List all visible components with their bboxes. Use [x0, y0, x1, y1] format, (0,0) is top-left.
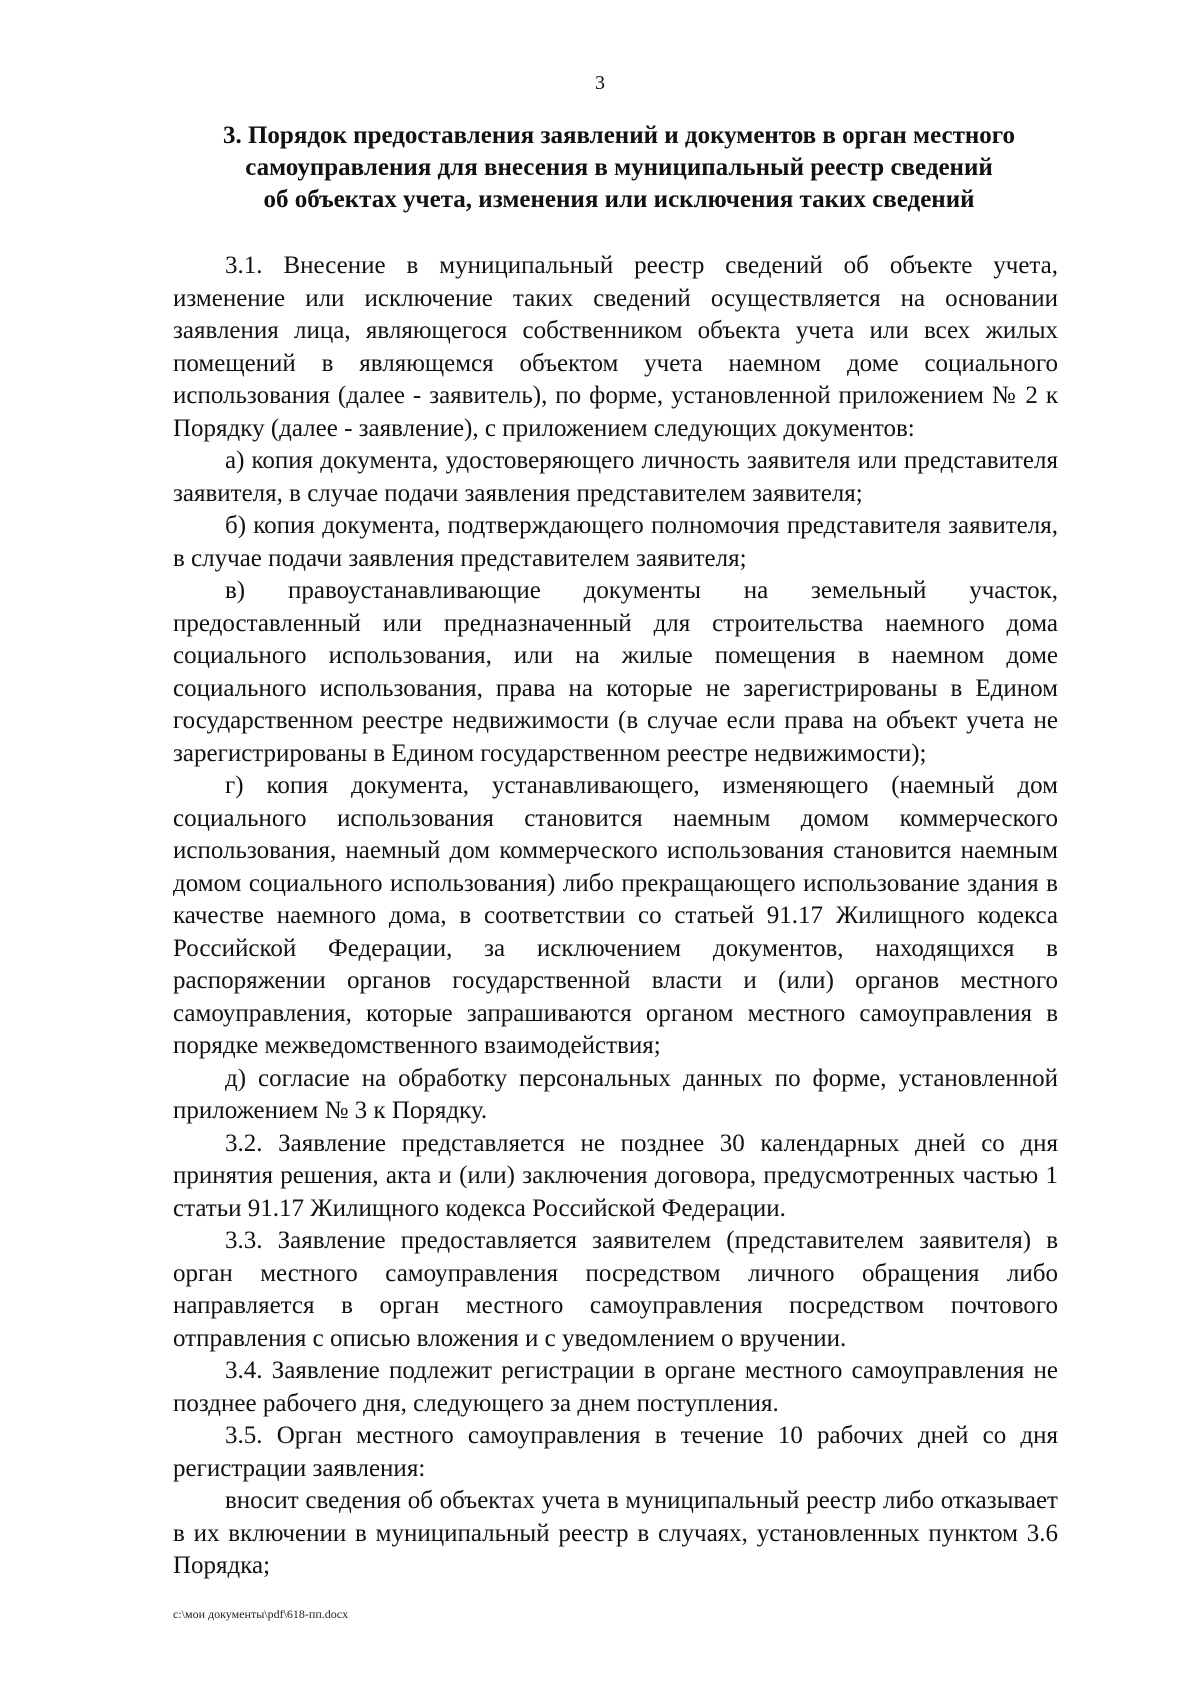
paragraph-3-3: 3.3. Заявление предоставляется заявителем (представителем заявителя) в орган местного самоуправления посредством личного обращения либо направляется в орган местного самоуправления посредством почтового отправления с описью вложения и с уведомлением о вручении. [173, 1227, 1058, 1352]
paragraph-3-4: 3.4. Заявление подлежит регистрации в органе местного самоуправления не позднее рабочего дня, следующего за днем поступления. [173, 1357, 1058, 1417]
paragraph-item-g: г) копия документа, устанавливающего, изменяющего (наемный дом социального использования становится наемным домом коммерческого использования, наемный дом коммерческого использования становится наемным домом социального использования) либо прекращающего использование здания в качестве наемного дома, в соответствии со статьей 91.17 Жилищного кодекса Российской Федерации, за исключением документов, находящихся в распоряжении органов государственной власти и (или) органов местного самоуправления, которые запрашиваются органом местного самоуправления в порядке межведомственного взаимодействия; [173, 772, 1058, 1059]
footer-file-path: c:\мои документы\pdf\618-пп.docx [173, 1607, 349, 1621]
paragraph-3-1: 3.1. Внесение в муниципальный реестр сведений об объекте учета, изменение или исключение таких сведений осуществляется на основании заявления лица, являющегося собственником объекта учета или всех жилых помещений в являющемся объектом учета наемном доме социального использования (далее - заявитель), по форме, установленной приложением № 2 к Порядку (далее - заявление), с приложением следующих документов: [173, 252, 1058, 442]
paragraph-3-2: 3.2. Заявление представляется не позднее 30 календарных дней со дня принятия решения, акта и (или) заключения договора, предусмотренных частью 1 статьи 91.17 Жилищного кодекса Российской Федерации. [173, 1129, 1058, 1222]
section-title-line: об объектах учета, изменения или исключения таких сведений [263, 186, 975, 213]
paragraph-item-a: а) копия документа, удостоверяющего личность заявителя или представителя заявителя, в случае подачи заявления представителем заявителя; [173, 447, 1058, 507]
paragraph-3-5-item: вносит сведения об объектах учета в муниципальный реестр либо отказывает в их включении в муниципальный реестр в случаях, установленных пунктом 3.6 Порядка; [173, 1487, 1058, 1579]
section-title-line: самоуправления для внесения в муниципальный реестр сведений [245, 154, 993, 181]
section-title-line: 3. Порядок предоставления заявлений и документов в орган местного [222, 122, 1016, 149]
section-title [160, 120, 1078, 216]
page-number: 3 [595, 72, 605, 94]
paragraph-3-5: 3.5. Орган местного самоуправления в течение 10 рабочих дней со дня регистрации заявления: [173, 1422, 1058, 1482]
paragraph-item-b: б) копия документа, подтверждающего полномочия представителя заявителя, в случае подачи заявления представителем заявителя; [173, 512, 1058, 572]
paragraph-item-v: в) правоустанавливающие документы на земельный участок, предоставленный или предназначенный для строительства наемного дома социального использования, или на жилые помещения в наемном доме социального использования, права на которые не зарегистрированы в Едином государственном реестре недвижимости (в случае если права на объект учета не зарегистрированы в Едином государственном реестре недвижимости); [173, 577, 1058, 767]
document-body [173, 250, 1058, 1583]
paragraph-item-d: д) согласие на обработку персональных данных по форме, установленной приложением № 3 к Порядку. [173, 1064, 1058, 1124]
